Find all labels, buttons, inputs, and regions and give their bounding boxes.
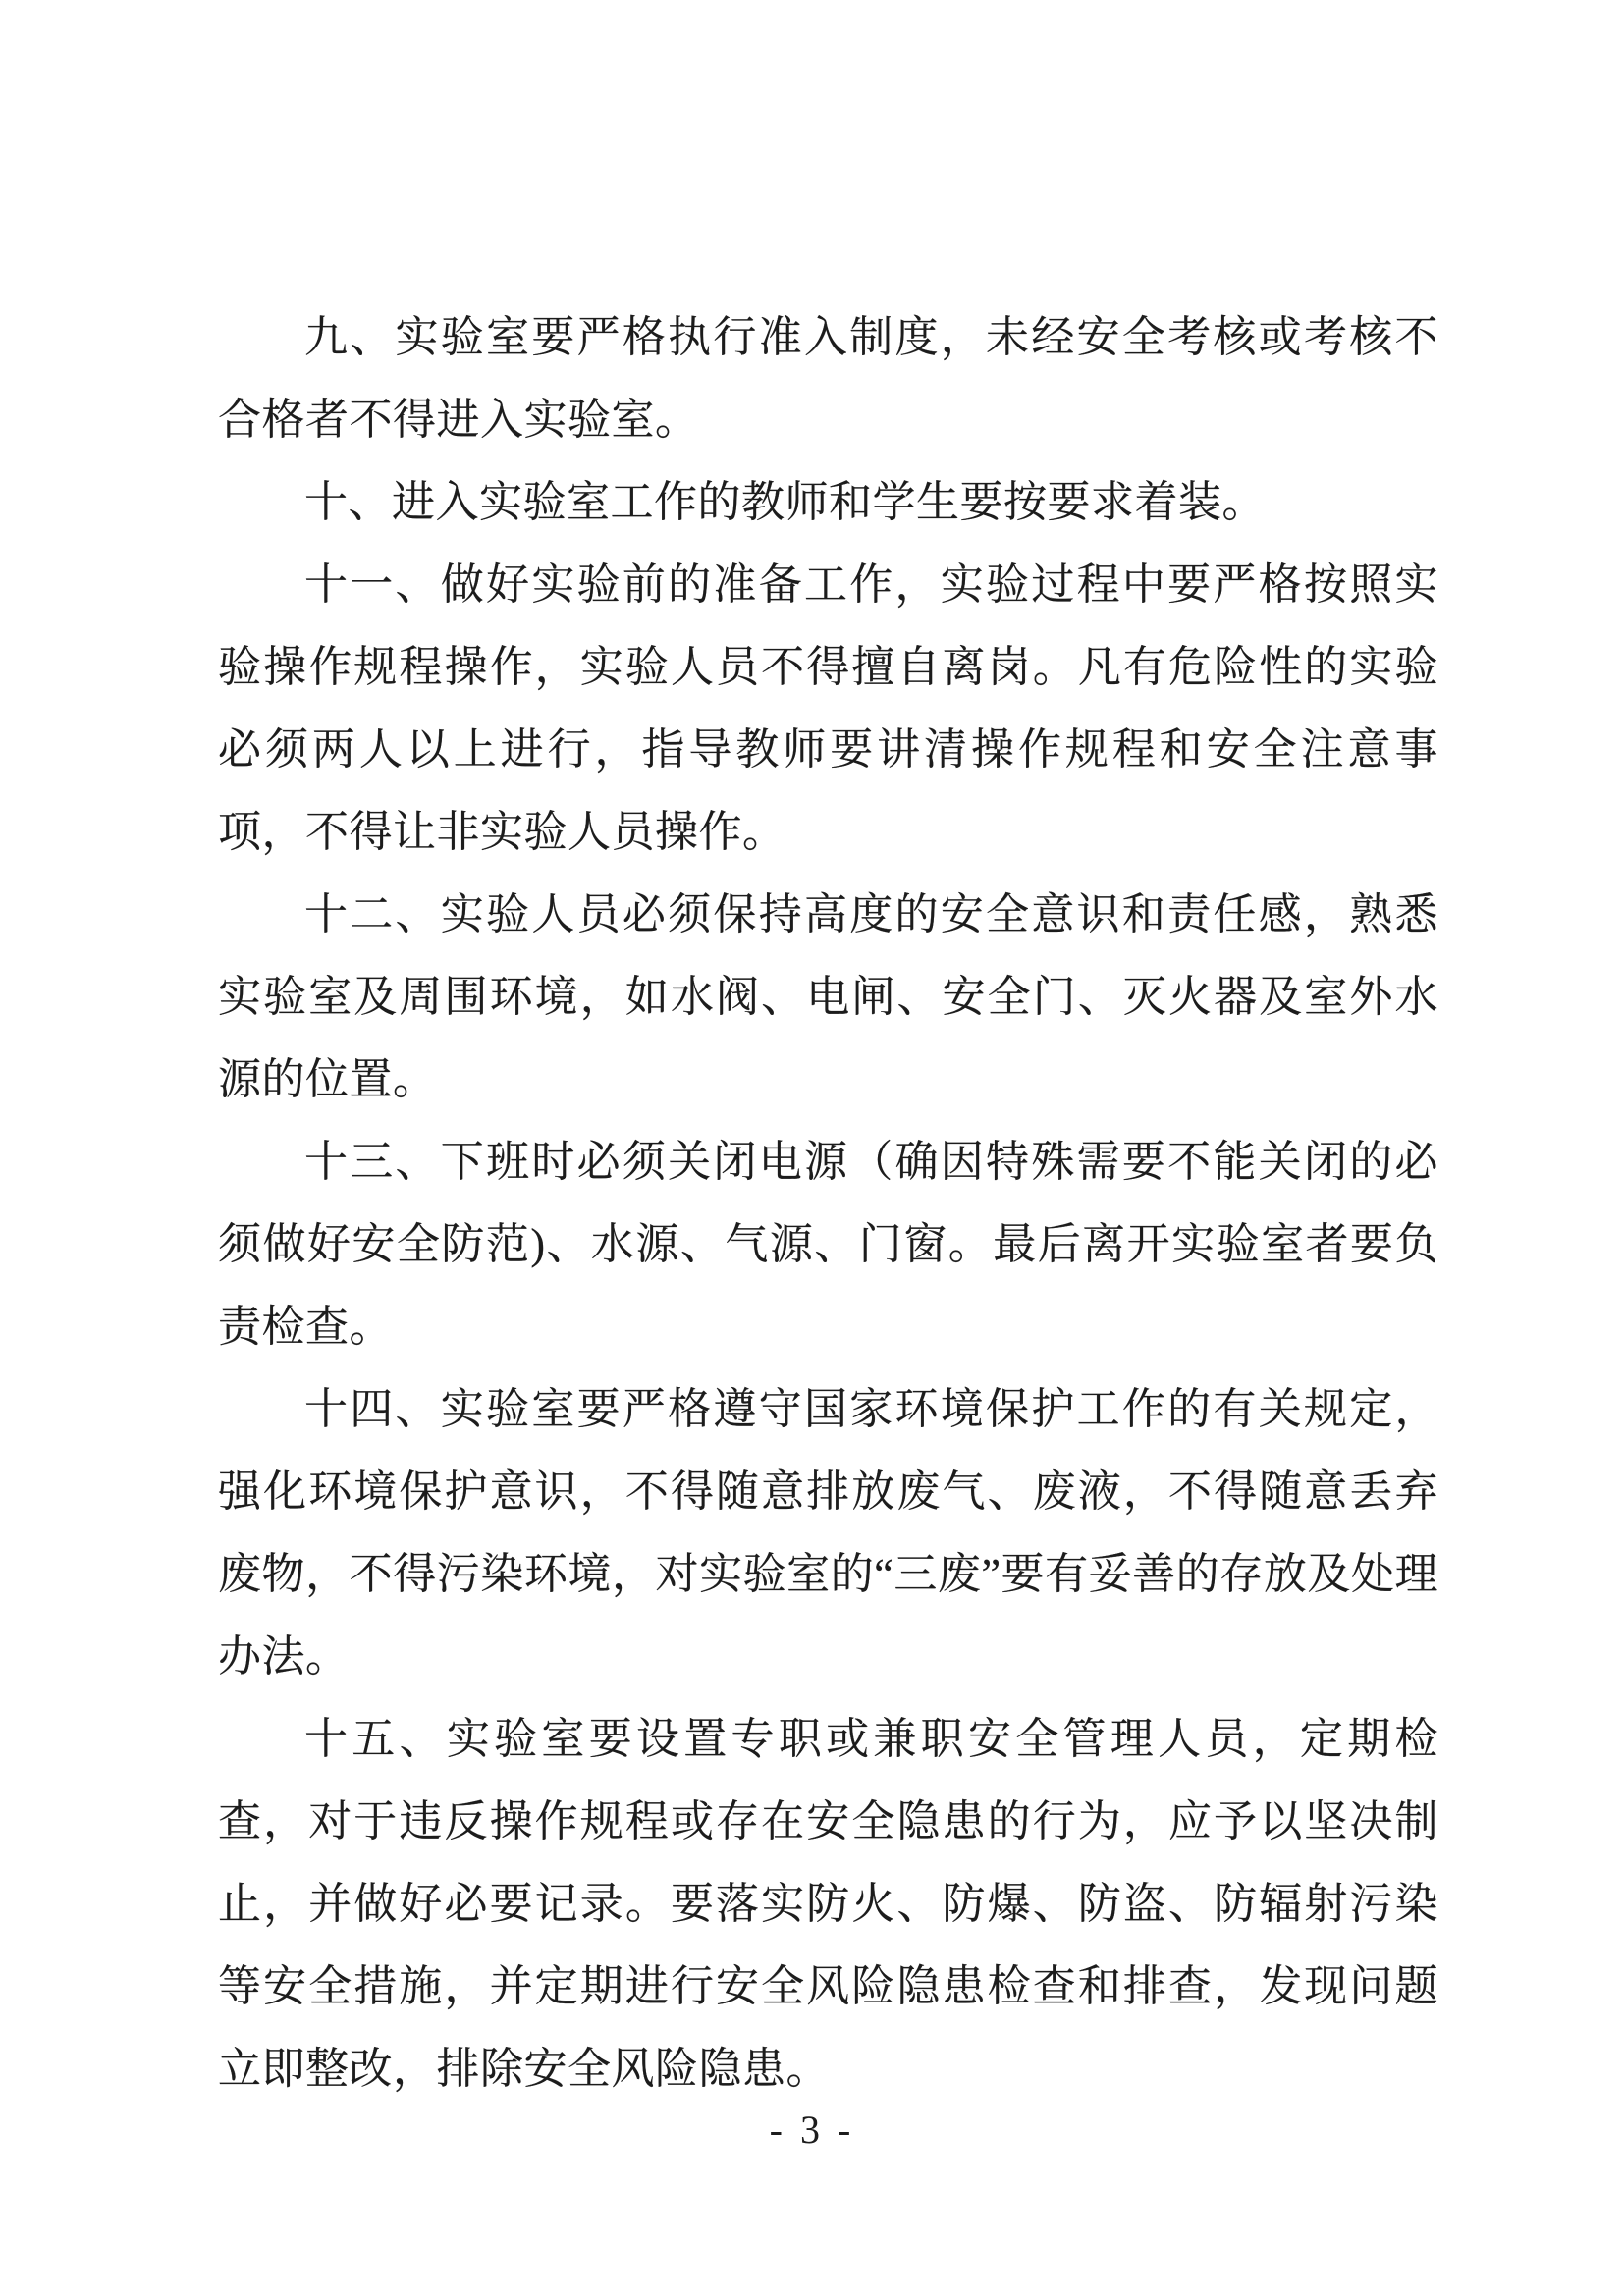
paragraph-item-13: 十三、下班时必须关闭电源（确因特殊需要不能关闭的必须做好安全防范)、水源、气源、门窗。最后离开实验室者要负责检查。 [218, 1138, 1438, 1351]
paragraph-item-15: 十五、实验室要设置专职或兼职安全管理人员，定期检查，对于违反操作规程或存在安全隐患的行为，应予以坚决制止，并做好必要记录。要落实防火、防爆、防盗、防辐射污染等安全措施，并定期进行安全风险隐患检查和排查，发现问题立即整改，排除安全风险隐患。 [218, 1715, 1438, 2093]
paragraph-item-9: 九、实验室要严格执行准入制度，未经安全考核或考核不合格者不得进入实验室。 [218, 313, 1438, 444]
paragraph-item-11: 十一、做好实验前的准备工作，实验过程中要严格按照实验操作规程操作，实验人员不得擅自离岗。凡有危险性的实验必须两人以上进行，指导教师要讲清操作规程和安全注意事项，不得让非实验人员操作。 [218, 561, 1438, 856]
paragraph-item-10: 十、进入实验室工作的教师和学生要按要求着装。 [304, 478, 1266, 526]
paragraph-item-14: 十四、实验室要严格遵守国家环境保护工作的有关规定，强化环境保护意识，不得随意排放废气、废液，不得随意丢弃废物，不得污染环境，对实验室的“三废”要有妥善的存放及处理办法。 [218, 1385, 1438, 1681]
document-body [218, 296, 1438, 2110]
page-number: - 3 - [769, 2108, 855, 2152]
paragraph-item-12: 十二、实验人员必须保持高度的安全意识和责任感，熟悉实验室及周围环境，如水阀、电闸、安全门、灭火器及室外水源的位置。 [218, 890, 1438, 1103]
